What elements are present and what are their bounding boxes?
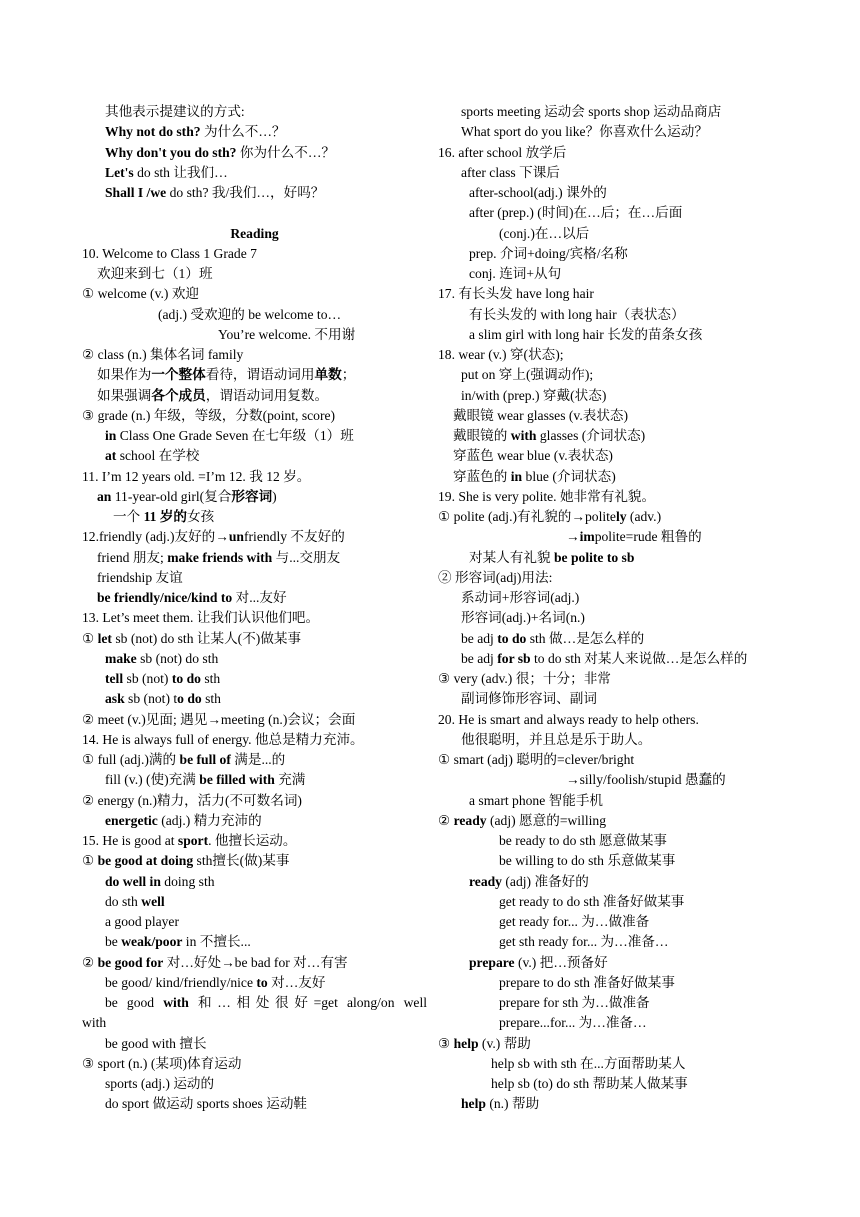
text-line: in Class One Grade Seven 在七年级（1）班	[105, 428, 354, 443]
text-line: 穿蓝色 wear blue (v.表状态)	[453, 448, 613, 464]
text-line: conj. 连词+从句	[469, 266, 562, 281]
text-line: 20. He is smart and always ready to help others.	[438, 711, 699, 727]
text-line: be good with 和…相处很好=get along/on well	[105, 995, 427, 1010]
text-line: be good with 擅长	[105, 1035, 207, 1051]
text-line: (adj.) 受欢迎的 be welcome to…	[158, 306, 342, 322]
text-line: after-school(adj.) 课外的	[469, 185, 607, 200]
text-line: prepare for sth 为…做准备	[499, 995, 650, 1010]
text-line: a slim girl with long hair 长发的苗条女孩	[469, 326, 703, 342]
text-line: ② ready (adj) 愿意的=willing	[438, 812, 607, 828]
text-line: 10. Welcome to Class 1 Grade 7	[82, 245, 257, 261]
section-heading: Reading	[230, 225, 279, 241]
text-line: ① welcome (v.) 欢迎	[82, 286, 199, 302]
text-line: →impolite=rude 粗鲁的	[566, 529, 702, 545]
text-line: help sb (to) do sth 帮助某人做某事	[491, 1076, 688, 1091]
text-line: energetic (adj.) 精力充沛的	[105, 812, 262, 828]
text-line: 戴眼镜的 with glasses (介词状态)	[453, 428, 646, 443]
text-line: 穿蓝色的 in blue (介词状态)	[453, 468, 616, 484]
text-line: You’re welcome. 不用谢	[218, 326, 356, 342]
text-line: 19. She is very polite. 她非常有礼貌。	[438, 488, 656, 504]
text-line: prepare (v.) 把…预备好	[469, 954, 608, 970]
text-line: ready (adj) 准备好的	[469, 873, 589, 889]
text-line: help (n.) 帮助	[461, 1096, 540, 1112]
text-line: ③ help (v.) 帮助	[438, 1035, 531, 1051]
text-line: 14. He is always full of energy. 他总是精力充沛。	[82, 731, 364, 747]
text-line: ③ very (adv.) 很；十分；非常	[438, 671, 611, 686]
text-line: What sport do you like？你喜欢什么运动？	[461, 124, 708, 140]
text-line	[82, 203, 427, 223]
text-line: help sb with sth 在...方面帮助某人	[491, 1055, 686, 1071]
text-line: Why not do sth? 为什么不…？	[105, 124, 286, 140]
text-line: ② class (n.) 集体名词 family	[82, 347, 244, 362]
text-line: 一个 11 岁的女孩	[113, 509, 215, 524]
text-line: 其他表示提建议的方式:	[105, 104, 245, 119]
text-line: an 11-year-old girl(复合形容词)	[97, 488, 277, 504]
text-line: 11. I’m 12 years old. =I’m 12. 我 12 岁。	[82, 468, 311, 484]
text-line: ② energy (n.)精力，活力(不可数名词)	[82, 792, 302, 808]
text-line: be willing to do sth 乐意做某事	[499, 853, 676, 869]
text-line: prepare to do sth 准备好做某事	[499, 974, 675, 990]
text-line: 16. after school 放学后	[438, 144, 567, 160]
left-column	[82, 102, 427, 1115]
text-line: a smart phone 智能手机	[469, 792, 604, 808]
text-line: after (prep.) (时间)在…后；在…后面	[469, 205, 683, 221]
text-line: 17. 有长头发 have long hair	[438, 286, 594, 302]
text-line: get sth ready for... 为…准备…	[499, 934, 669, 950]
text-line: 如果强调各个成员，谓语动词用复数。	[97, 387, 329, 403]
text-line: get ready for... 为…做准备	[499, 914, 650, 929]
text-line: ③ sport (n.) (某项)体育运动	[82, 1055, 242, 1071]
text-line: sports meeting 运动会 sports shop 运动品商店	[461, 104, 722, 119]
text-line: be ready to do sth 愿意做某事	[499, 833, 668, 848]
text-line: Why don't you do sth? 你为什么不…？	[105, 144, 336, 160]
text-line: 副词修饰形容词、副词	[461, 691, 597, 707]
text-line: 戴眼镜 wear glasses (v.表状态)	[453, 407, 629, 423]
text-line: ② be good for 对…好处→be bad for 对…有害	[82, 954, 348, 970]
text-line: with	[82, 1015, 107, 1031]
text-line: 15. He is good at sport. 他擅长运动。	[82, 833, 297, 848]
text-line: friendship 友谊	[97, 569, 183, 585]
text-line: 18. wear (v.) 穿(状态);	[438, 347, 564, 362]
text-line: 他很聪明，并且总是乐于助人。	[461, 731, 652, 747]
text-line: after class 下课后	[461, 164, 560, 180]
text-line: prepare...for... 为…准备…	[499, 1015, 647, 1031]
text-line: fill (v.) (使)充满 be filled with 充满	[105, 772, 306, 788]
text-line: 形容词(adj.)+名词(n.)	[461, 610, 585, 626]
text-line: (conj.)在…以后	[499, 225, 590, 241]
text-line: be weak/poor in 不擅长...	[105, 934, 251, 950]
text-line: ① let sb (not) do sth 让某人(不)做某事	[82, 630, 302, 646]
text-line: at school 在学校	[105, 448, 200, 464]
text-line: put on 穿上(强调动作);	[461, 367, 594, 383]
text-line: do sport 做运动 sports shoes 运动鞋	[105, 1096, 308, 1112]
text-line: ① polite (adj.)有礼貌的→politely (adv.)	[438, 509, 662, 524]
text-line: be good/ kind/friendly/nice to 对…友好	[105, 974, 326, 990]
text-line: 对某人有礼貌 be polite to sb	[469, 549, 635, 565]
text-line: 如果作为一个整体看待，谓语动词用单数；	[97, 367, 356, 383]
text-line: be friendly/nice/kind to 对...友好	[97, 590, 287, 605]
text-line: 12.friendly (adj.)友好的→unfriendly 不友好的	[82, 529, 345, 545]
text-line: be adj for sb to do sth 对某人来说做…是怎么样的	[461, 650, 748, 666]
text-line: →silly/foolish/stupid 愚蠢的	[566, 772, 726, 788]
text-line: friend 朋友; make friends with 与...交朋友	[97, 549, 341, 565]
text-line: prep. 介词+doing/宾格/名称	[469, 245, 628, 261]
text-line: ① smart (adj) 聪明的=clever/bright	[438, 752, 635, 767]
text-line: ② 形容词(adj)用法:	[438, 569, 553, 585]
text-line: in/with (prep.) 穿戴(状态)	[461, 387, 607, 403]
text-line: 有长头发的 with long hair（表状态）	[469, 306, 685, 322]
text-line: ask sb (not) to do sth	[105, 691, 221, 707]
text-line: be adj to do sth 做…是怎么样的	[461, 630, 645, 646]
text-line: Shall I /we do sth? 我/我们…，好吗？	[105, 185, 325, 200]
text-line: 系动词+形容词(adj.)	[461, 590, 580, 605]
text-line: do sth well	[105, 893, 165, 909]
text-line: ① be good at doing sth擅长(做)某事	[82, 853, 290, 869]
text-line: 欢迎来到七（1）班	[97, 266, 213, 281]
text-line: ① full (adj.)满的 be full of 满是...的	[82, 752, 286, 767]
right-column	[438, 102, 783, 1115]
text-line: do well in doing sth	[105, 873, 215, 889]
text-line: make sb (not) do sth	[105, 650, 219, 666]
text-line: sports (adj.) 运动的	[105, 1076, 215, 1091]
text-line: tell sb (not) to do sth	[105, 671, 221, 686]
text-line: a good player	[105, 914, 179, 929]
text-line: get ready to do sth 准备好做某事	[499, 893, 685, 909]
text-line: ③ grade (n.) 年级，等级，分数(point, score)	[82, 407, 336, 423]
text-line: ② meet (v.)见面; 遇见→meeting (n.)会议；会面	[82, 711, 356, 727]
text-line: 13. Let’s meet them. 让我们认识他们吧。	[82, 610, 320, 626]
text-line: Let's do sth 让我们…	[105, 164, 228, 180]
